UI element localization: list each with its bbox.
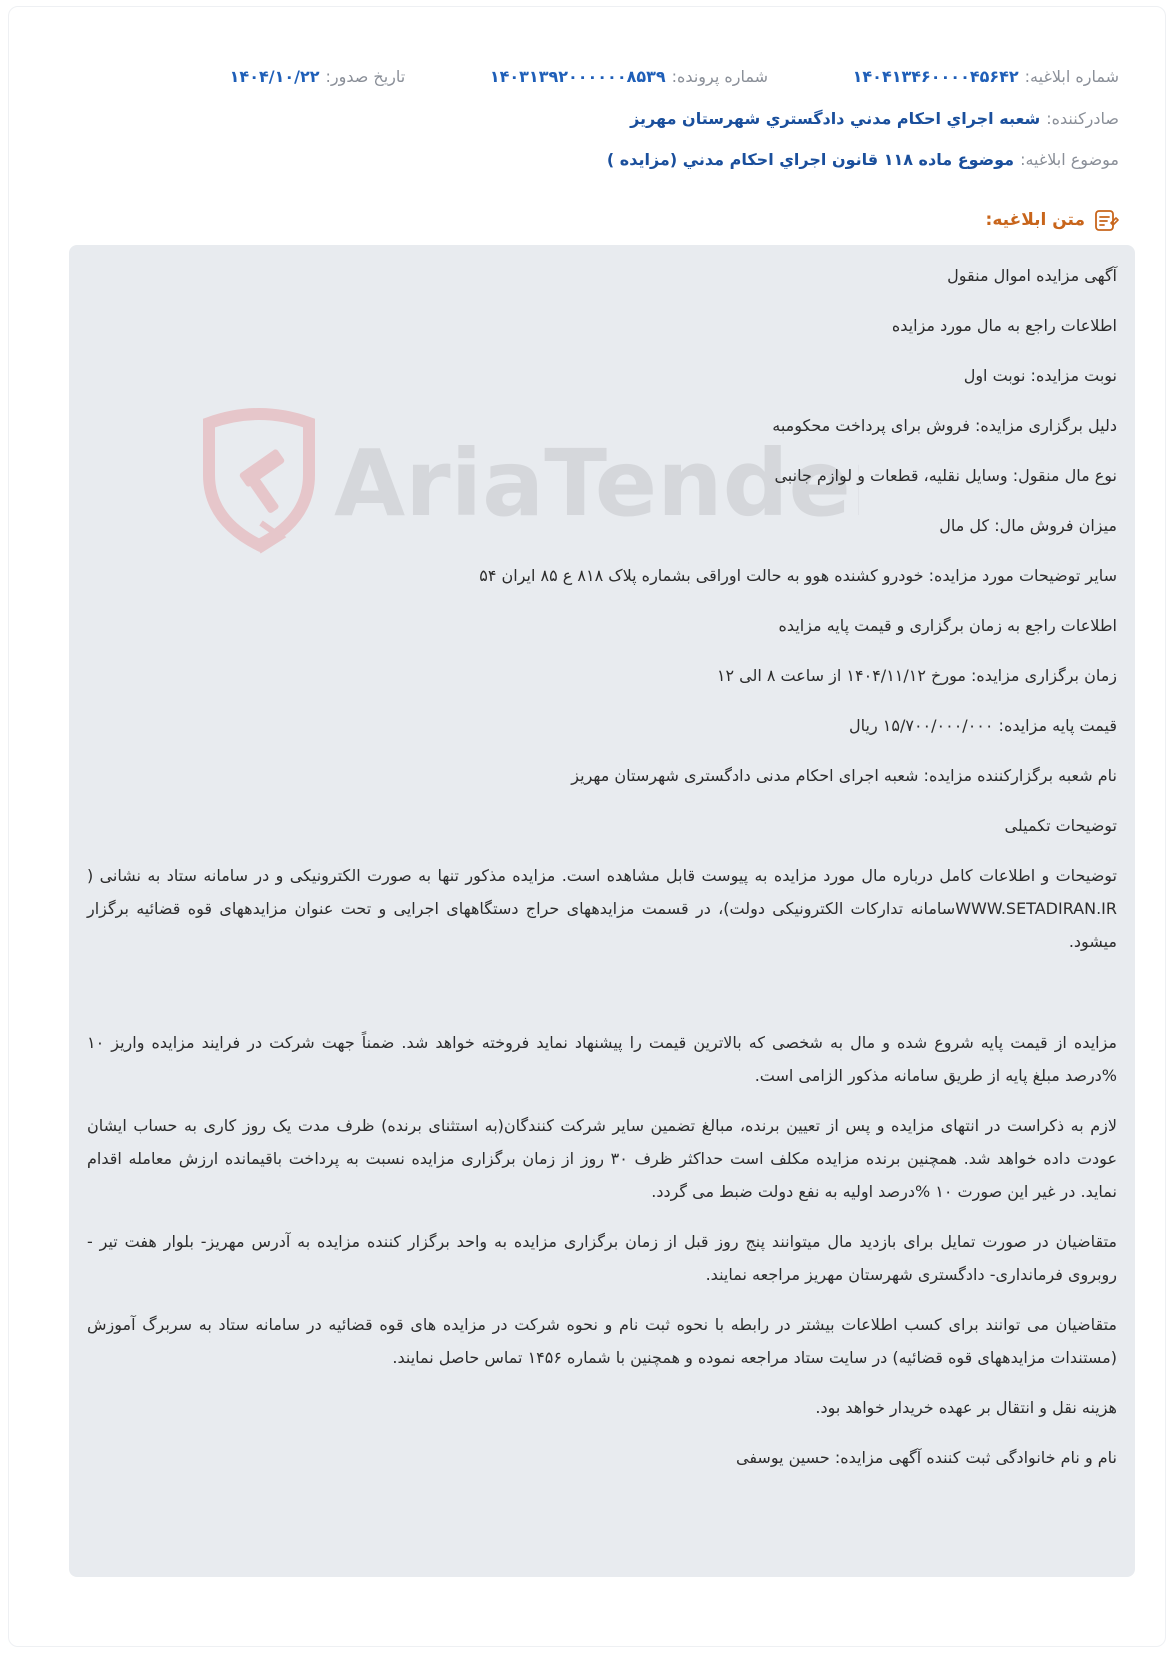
subject-value: موضوع ماده ۱۱۸ قانون اجراي احکام مدني (مزايده )	[606, 149, 1015, 169]
section-title	[986, 205, 1119, 235]
header-row-numbers	[55, 63, 1119, 89]
case-number-label: شماره پرونده:	[671, 66, 768, 86]
body-line: اطلاعات راجع به مال مورد مزایده	[891, 316, 1117, 335]
issuer	[630, 109, 1119, 128]
header-row-subject	[55, 146, 1119, 172]
body-line: نوع مال منقول: وسایل نقلیه، قطعات و لوازم جانبی	[774, 466, 1117, 485]
issuer-label: صادرکننده:	[1046, 108, 1119, 128]
body-paragraph: توضیحات و اطلاعات کامل درباره مال مورد مزایده به پیوست قابل مشاهده است. مزایده مذکور تنها به صورت الکترونیکی و در سامانه ستاد به نشانی ( WWW.SETADIRAN.IRسامانه تدارکات الکترونیکی دولت)، در قسمت مزایدههای حراج دستگاههای اجرایی و تحت عنوان مزایدههای قوه قضائیه برگزار میشود.	[87, 866, 1117, 951]
notice-content	[87, 259, 1117, 1491]
issuer-value: شعبه اجراي احکام مدني دادگستري شهرستان مهريز	[630, 108, 1041, 128]
case-number	[490, 67, 768, 86]
notice-number	[853, 67, 1119, 86]
subject	[607, 150, 1119, 169]
subject-label: موضوع ابلاغیه:	[1020, 149, 1119, 169]
issue-date-value: ۱۴۰۴/۱۰/۲۲	[229, 66, 320, 86]
note-icon	[1093, 207, 1119, 233]
watermark-text: AriaTende	[334, 430, 851, 537]
notice-number-value: ۱۴۰۴۱۳۴۶۰۰۰۰۴۵۶۴۲	[852, 66, 1019, 86]
section-title-label: متن ابلاغیه:	[985, 210, 1085, 230]
body-line: نام و نام خانوادگی ثبت کننده آگهی مزایده: حسین یوسفی	[736, 1448, 1117, 1467]
notice-card	[8, 6, 1166, 1647]
body-line: سایر توضیحات مورد مزایده: خودرو کشنده هوو به حالت اوراقی بشماره پلاک ۸۱۸ ع ۸۵ ایران ۵۴	[479, 566, 1117, 585]
body-line: هزینه نقل و انتقال بر عهده خریدار خواهد بود.	[815, 1398, 1117, 1417]
body-line: اطلاعات راجع به زمان برگزاری و قیمت پایه مزایده	[778, 616, 1117, 635]
body-line: میزان فروش مال: کل مال	[939, 516, 1117, 535]
body-line: قیمت پایه مزایده: ۱۵/۷۰۰/۰۰۰/۰۰۰ ریال	[849, 716, 1117, 735]
body-line: دلیل برگزاری مزایده: فروش برای پرداخت محکومبه	[772, 416, 1117, 435]
body-paragraph: متقاضیان در صورت تمایل برای بازدید مال میتوانند پنج روز قبل از زمان برگزاری مزایده به واحد برگزار کننده مزایده به آدرس مهریز- بلوار هفت تیر - روبروی فرمانداری- دادگستری شهرستان مهریز مراجعه نمایند.	[87, 1232, 1117, 1284]
body-line: آگهی مزایده اموال منقول	[947, 266, 1117, 285]
body-line: زمان برگزاری مزایده: مورخ ۱۴۰۴/۱۱/۱۲ از ساعت ۸ الی ۱۲	[716, 666, 1117, 685]
header-row-issuer	[55, 105, 1119, 131]
body-paragraph: مزایده از قیمت پایه شروع شده و مال به شخصی که بالاترین قیمت را پیشنهاد نماید فروخته خواهد شد. ضمناً جهت شرکت در فرایند مزایده واریز ۱۰ %درصد مبلغ پایه از طریق سامانه مذکور الزامی است.	[87, 1033, 1117, 1085]
body-paragraph: لازم به ذکراست در انتهای مزایده و پس از تعیین برنده، مبالغ تضمین سایر شرکت کنندگان(به استثنای برنده) ظرف مدت یک روز کاری به حساب ایشان عودت داده خواهد شد. همچنین برنده مزایده مکلف است حداکثر ظرف ۳۰ روز از زمان برگزاری مزایده نسبت به پرداخت باقیمانده ارزش معامله اقدام نماید. در غیر این صورت ۱۰ %درصد اولیه به نفع دولت ضبط می گردد.	[87, 1116, 1117, 1201]
body-paragraph: متقاضیان می توانند برای کسب اطلاعات بیشتر در رابطه با نحوه ثبت نام و نحوه شرکت در مزایده های قوه قضائیه در سامانه ستاد به سربرگ آموزش (مستندات مزایدههای قوه قضائیه) در سایت ستاد مراجعه نموده و همچنین با شماره ۱۴۵۶ تماس حاصل نمایند.	[87, 1315, 1117, 1367]
body-line: نوبت مزایده: نوبت اول	[963, 366, 1117, 385]
body-line: نام شعبه برگزارکننده مزایده: شعبه اجرای احکام مدنی دادگستری شهرستان مهریز	[571, 766, 1117, 785]
body-line: توضیحات تکمیلی	[1004, 816, 1117, 835]
notice-body	[69, 245, 1135, 1577]
case-number-value: ۱۴۰۳۱۳۹۲۰۰۰۰۰۰۸۵۳۹	[489, 66, 666, 86]
issue-date-label: تاریخ صدور:	[325, 66, 406, 86]
notice-number-label: شماره ابلاغیه:	[1024, 66, 1119, 86]
issue-date	[230, 67, 406, 86]
